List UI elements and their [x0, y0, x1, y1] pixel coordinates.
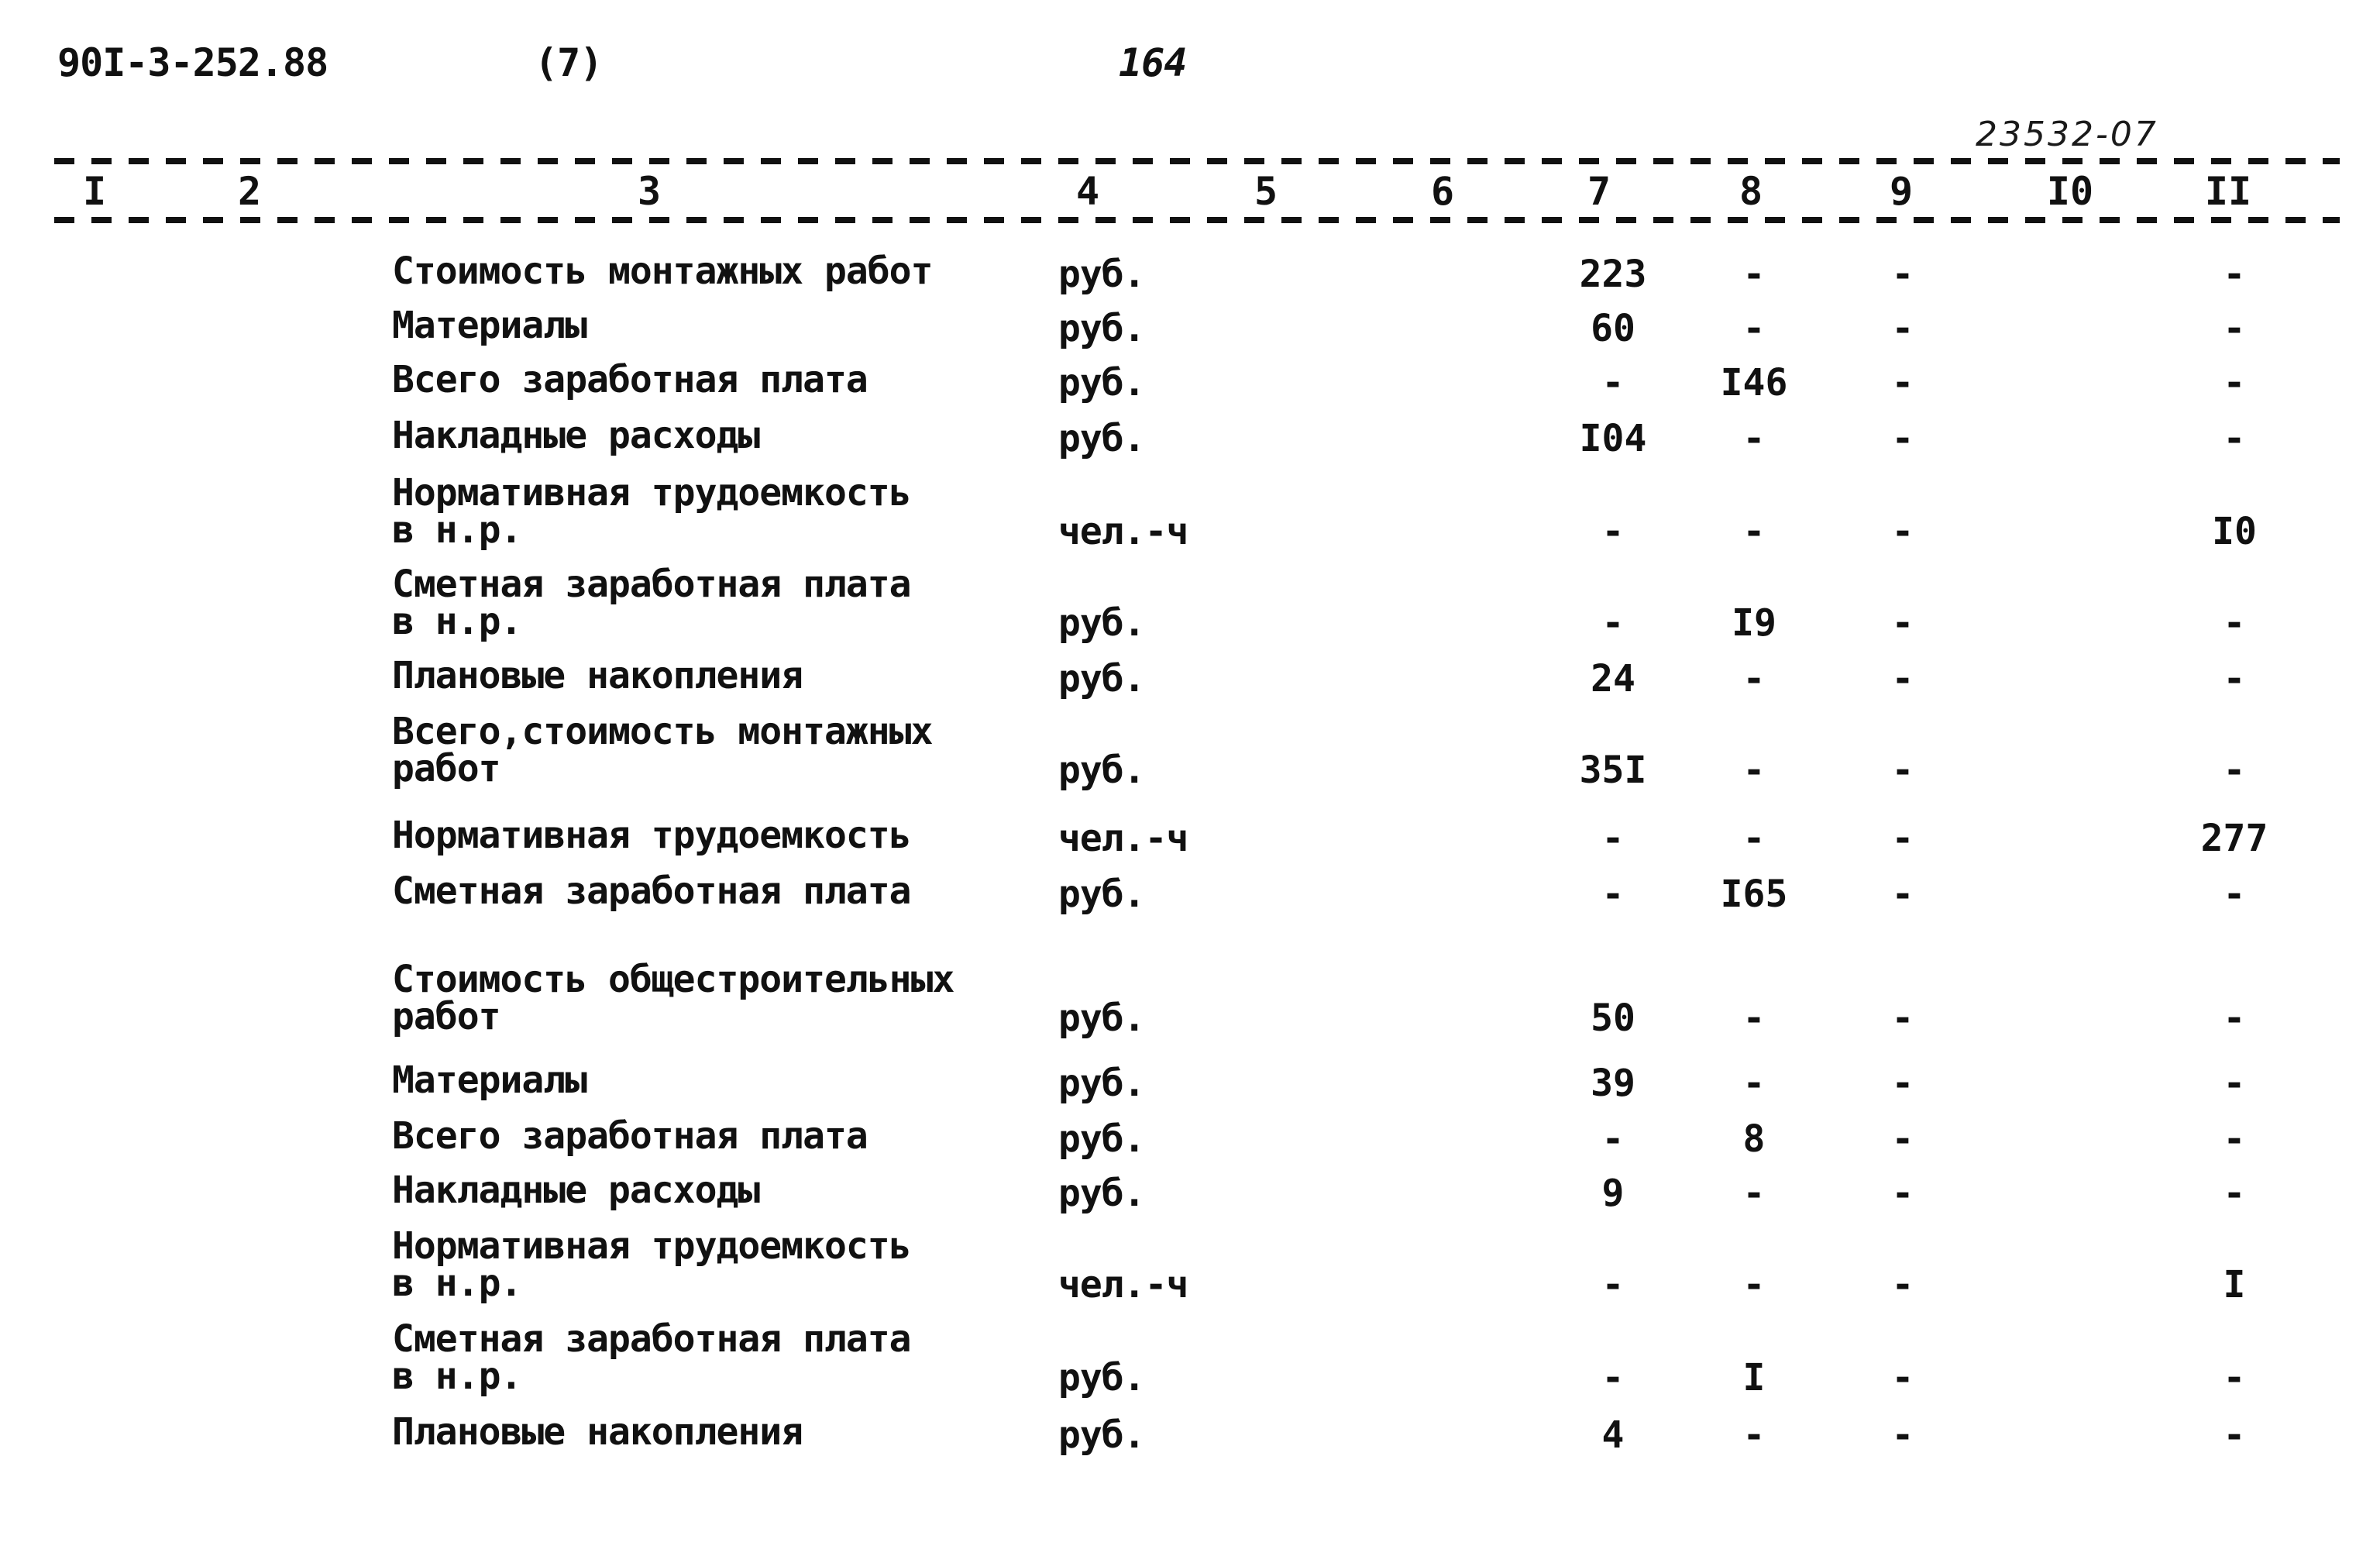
row-unit: руб. [1058, 417, 1145, 460]
row-value-col9: - [1891, 1356, 1914, 1399]
row-value-col7: - [1601, 361, 1625, 404]
row-value-col11: 277 [2200, 817, 2268, 860]
column-number-2: 2 [237, 169, 262, 214]
row-value-col9: - [1891, 510, 1914, 553]
row-name-line: работ [392, 747, 500, 790]
column-number-9: 9 [1889, 169, 1914, 214]
column-number-10: I0 [2046, 169, 2094, 214]
row-value-col11: I0 [2212, 510, 2257, 553]
row-value-col11: - [2223, 1356, 2246, 1399]
row-unit: чел.-ч [1058, 817, 1188, 860]
row-name-line: в н.р. [392, 1355, 522, 1398]
header-top-rule [54, 158, 2340, 164]
row-name-line: Нормативная трудоемкость [392, 814, 911, 857]
column-number-7: 7 [1587, 169, 1611, 214]
row-value-col8: - [1742, 1062, 1766, 1105]
row-name-line: Накладные расходы [392, 1169, 760, 1212]
row-value-col11: I [2223, 1263, 2246, 1306]
row-value-col7: - [1601, 1263, 1625, 1306]
stamp-number: 23532-07 [1976, 115, 2158, 154]
column-number-1: I [82, 169, 107, 214]
row-value-col9: - [1891, 1062, 1914, 1105]
column-number-5: 5 [1254, 169, 1278, 214]
row-value-col7: 223 [1579, 253, 1647, 296]
row-value-col7: 35I [1579, 749, 1647, 792]
row-unit: руб. [1058, 1117, 1145, 1161]
row-name-line: Всего заработная плата [392, 358, 868, 401]
column-number-6: 6 [1430, 169, 1455, 214]
row-value-col11: - [2223, 1172, 2246, 1215]
row-value-col11: - [2223, 307, 2246, 350]
row-value-col9: - [1891, 601, 1914, 645]
row-name-line: Всего заработная плата [392, 1114, 868, 1158]
row-value-col7: - [1601, 817, 1625, 860]
row-value-col11: - [2223, 657, 2246, 701]
row-value-col11: - [2223, 253, 2246, 296]
row-value-col9: - [1891, 253, 1914, 296]
row-unit: руб. [1058, 997, 1145, 1040]
row-name-line: Плановые накопления [392, 1410, 803, 1454]
section-number: (7) [535, 40, 603, 85]
row-unit: руб. [1058, 657, 1145, 701]
row-value-col9: - [1891, 1413, 1914, 1457]
row-name-line: Материалы [392, 1059, 587, 1102]
row-value-col11: - [2223, 1117, 2246, 1161]
row-value-col11: - [2223, 361, 2246, 404]
row-value-col8: - [1742, 510, 1766, 553]
row-value-col11: - [2223, 601, 2246, 645]
row-value-col7: - [1601, 601, 1625, 645]
row-value-col8: - [1742, 417, 1766, 460]
row-value-col11: - [2223, 997, 2246, 1040]
header-bottom-rule [54, 217, 2340, 223]
row-value-col9: - [1891, 657, 1914, 701]
row-value-col8: - [1742, 307, 1766, 350]
row-value-col8: - [1742, 1172, 1766, 1215]
row-value-col9: - [1891, 1172, 1914, 1215]
row-name-line: Стоимость монтажных работ [392, 250, 933, 293]
row-value-col8: I65 [1720, 873, 1788, 916]
row-value-col8: - [1742, 1263, 1766, 1306]
row-value-col11: - [2223, 749, 2246, 792]
row-value-col8: - [1742, 749, 1766, 792]
row-value-col11: - [2223, 1062, 2246, 1105]
row-name-line: в н.р. [392, 1262, 522, 1305]
row-name-line: работ [392, 995, 500, 1038]
row-value-col9: - [1891, 307, 1914, 350]
row-value-col9: - [1891, 873, 1914, 916]
row-name-line: в н.р. [392, 600, 522, 643]
row-value-col11: - [2223, 417, 2246, 460]
row-name-line: Сметная заработная плата [392, 563, 911, 606]
row-unit: руб. [1058, 253, 1145, 296]
row-value-col8: I46 [1720, 361, 1788, 404]
row-name-line: Сметная заработная плата [392, 869, 911, 913]
row-value-col7: - [1601, 873, 1625, 916]
document-code: 90I-3-252.88 [57, 40, 328, 85]
row-value-col7: 50 [1591, 997, 1635, 1040]
column-number-3: 3 [637, 169, 662, 214]
row-name-line: Сметная заработная плата [392, 1317, 911, 1361]
column-number-11: II [2204, 169, 2252, 214]
row-unit: руб. [1058, 1172, 1145, 1215]
row-value-col9: - [1891, 361, 1914, 404]
row-value-col7: 60 [1591, 307, 1635, 350]
row-value-col7: 4 [1601, 1413, 1625, 1457]
row-unit: руб. [1058, 1356, 1145, 1399]
row-value-col9: - [1891, 1117, 1914, 1161]
row-value-col7: I04 [1579, 417, 1647, 460]
row-value-col7: 24 [1591, 657, 1635, 701]
row-name-line: Стоимость общестроительных [392, 958, 954, 1001]
row-unit: руб. [1058, 873, 1145, 916]
row-value-col8: - [1742, 657, 1766, 701]
row-value-col11: - [2223, 1413, 2246, 1457]
row-unit: руб. [1058, 601, 1145, 645]
row-value-col9: - [1891, 749, 1914, 792]
row-name-line: в н.р. [392, 508, 522, 552]
row-value-col7: 39 [1591, 1062, 1635, 1105]
row-unit: руб. [1058, 307, 1145, 350]
row-unit: руб. [1058, 1413, 1145, 1457]
row-value-col7: - [1601, 1356, 1625, 1399]
row-value-col8: - [1742, 997, 1766, 1040]
page-number: 164 [1119, 40, 1187, 85]
row-value-col8: - [1742, 817, 1766, 860]
row-unit: руб. [1058, 1062, 1145, 1105]
row-unit: чел.-ч [1058, 510, 1188, 553]
row-value-col8: I [1742, 1356, 1766, 1399]
row-name-line: Материалы [392, 304, 587, 347]
row-unit: руб. [1058, 361, 1145, 404]
row-name-line: Нормативная трудоемкость [392, 1224, 911, 1268]
row-value-col9: - [1891, 997, 1914, 1040]
row-value-col7: 9 [1601, 1172, 1625, 1215]
column-number-4: 4 [1075, 169, 1100, 214]
row-value-col9: - [1891, 417, 1914, 460]
row-value-col9: - [1891, 1263, 1914, 1306]
row-value-col8: I9 [1732, 601, 1776, 645]
row-name-line: Всего,стоимость монтажных [392, 710, 933, 753]
row-unit: руб. [1058, 749, 1145, 792]
row-value-col8: 8 [1742, 1117, 1766, 1161]
row-unit: чел.-ч [1058, 1263, 1188, 1306]
row-value-col8: - [1742, 1413, 1766, 1457]
row-name-line: Нормативная трудоемкость [392, 471, 911, 515]
row-name-line: Плановые накопления [392, 654, 803, 697]
row-value-col7: - [1601, 1117, 1625, 1161]
row-value-col11: - [2223, 873, 2246, 916]
row-name-line: Накладные расходы [392, 414, 760, 457]
column-number-8: 8 [1739, 169, 1763, 214]
row-value-col9: - [1891, 817, 1914, 860]
row-value-col8: - [1742, 253, 1766, 296]
row-value-col7: - [1601, 510, 1625, 553]
